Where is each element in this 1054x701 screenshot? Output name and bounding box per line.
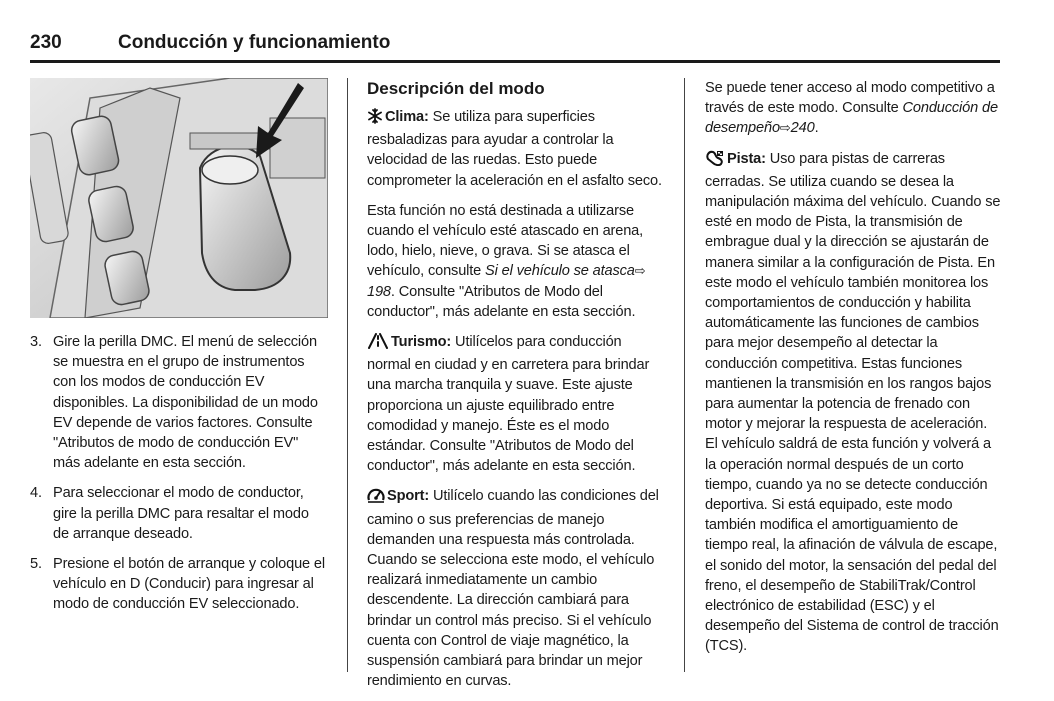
road-icon bbox=[367, 333, 389, 355]
competitive-text-after: . bbox=[814, 120, 819, 137]
step-number: 5. bbox=[30, 556, 42, 573]
step-text: Gire la perilla DMC. El menú de selección se muestra en el grupo de instrumentos con los modos de conducción EV disponibles. La disponibilidad de un modo EV depende de varios factores. Consulte "Atributos de modo de conducción EV" más adelante en esta sección. bbox=[53, 334, 318, 472]
clima-label: Clima: bbox=[385, 109, 429, 125]
clima-note-text: Esta función no está destinada a utilizarse cuando el vehículo esté atascado en arena, lodo, hielo, nieve, o grava. Si se atasca el vehículo, consulte bbox=[367, 202, 644, 280]
right-column bbox=[705, 78, 1001, 667]
page-number: 230 bbox=[30, 32, 62, 53]
dmc-knob-illustration bbox=[30, 78, 328, 318]
sport-text: Utilícelo cuando las condiciones del camino o sus preferencias de manejo demanden una respuesta más controlada. Cuando se selecciona este modo, el vehículo realizará inmediatamente un cambio descendente. La dirección cambiará para brindar un control más preciso. Si el vehículo cuenta con Control de viaje magnético, la suspensión cambiará para brindar un mejor rendimiento en curvas. bbox=[367, 488, 659, 690]
turismo-paragraph bbox=[367, 332, 663, 476]
page-arrow-icon: ⇨ bbox=[779, 120, 791, 136]
clima-note-paragraph bbox=[367, 201, 663, 322]
clima-note-text-after: . Consulte "Atributos de Modo del conductor", más adelante en esta sección. bbox=[367, 283, 636, 320]
track-icon bbox=[705, 150, 725, 172]
sport-paragraph bbox=[367, 486, 663, 691]
competitive-paragraph bbox=[705, 78, 1001, 139]
clima-paragraph bbox=[367, 107, 663, 191]
snowflake-icon bbox=[367, 108, 383, 130]
step-number: 4. bbox=[30, 485, 42, 502]
list-item bbox=[30, 483, 328, 544]
page-header bbox=[30, 30, 1000, 63]
pista-text: Uso para pistas de carreras cerradas. Se utiliza cuando se desea la manipulación máxima del vehículo. Cuando se esté en modo de Pista, la transmisión de embrague dual y la dirección se ajustarán de manera similar a la configuración de Pista. En este modo el vehículo también monitorea los comportamientos de conducción y habilita automáticamente las funciones de cambios para mejor desempeño al detectar la conducción competitiva. Estas funciones mantienen la transmisión en los rangos bajos para aumentar la potencia de frenado con motor y mejorar la respuesta de aceleración. El vehículo saldrá de esta función y volverá a la operación normal después de un corto tiempo, cuando ya no se detecte conducción deportiva. Si está equipado, este modo también modifica el amortiguamiento de tiempo real, la afinación de válvula de escape, el sonido del motor, la sensación del pedal del freno, el desempeño de StabiliTrak/Control electrónico de estabilidad (ESC) y el desempeño del Sistema de control de tracción (TCS). bbox=[705, 150, 1001, 655]
list-item bbox=[30, 332, 328, 473]
pista-paragraph bbox=[705, 149, 1001, 657]
performance-driving-link[interactable]: Conducción de desempeño bbox=[705, 100, 998, 137]
column-divider bbox=[684, 78, 685, 672]
page-ref[interactable]: 198 bbox=[367, 283, 391, 300]
speedometer-icon bbox=[367, 487, 385, 509]
step-number: 3. bbox=[30, 334, 42, 350]
step-text: Presione el botón de arranque y coloque el vehículo en D (Conducir) para ingresar al modo de conducción EV seleccionado. bbox=[53, 556, 325, 613]
pista-label: Pista: bbox=[727, 150, 766, 167]
chapter-title: Conducción y funcionamiento bbox=[118, 32, 391, 53]
middle-column bbox=[367, 78, 663, 701]
section-title: Descripción del modo bbox=[367, 79, 545, 98]
competitive-text: Se puede tener acceso al modo competitivo a través de este modo. Consulte bbox=[705, 80, 995, 117]
left-column bbox=[30, 78, 328, 625]
page-ref[interactable]: 240 bbox=[790, 120, 815, 137]
page-arrow-icon: ⇨ bbox=[634, 263, 646, 279]
sport-label: Sport: bbox=[387, 488, 430, 505]
turismo-text: Utilícelos para conducción normal en ciudad y en carretera para brindar una marcha tranquila y suave. Este ajuste proporciona un ajuste equilibrado entre comodidad y manejo. Éste es el modo estándar. Consulte "Atributos de Modo del conductor", más adelante en esta sección. bbox=[367, 334, 650, 475]
turismo-label: Turismo: bbox=[391, 334, 452, 351]
steps-list bbox=[30, 332, 328, 615]
step-text: Para seleccionar el modo de conductor, gire la perilla DMC para resaltar el modo de arranque deseado. bbox=[53, 485, 309, 542]
list-item bbox=[30, 554, 328, 615]
column-divider bbox=[347, 78, 348, 672]
clima-text: Se utiliza para superficies resbaladizas para ayudar a controlar la velocidad de las ruedas. Esto puede comprometer la aceleración en el asfalto seco. bbox=[367, 109, 662, 189]
stuck-vehicle-link[interactable]: Si el vehículo se atasca bbox=[485, 263, 635, 280]
